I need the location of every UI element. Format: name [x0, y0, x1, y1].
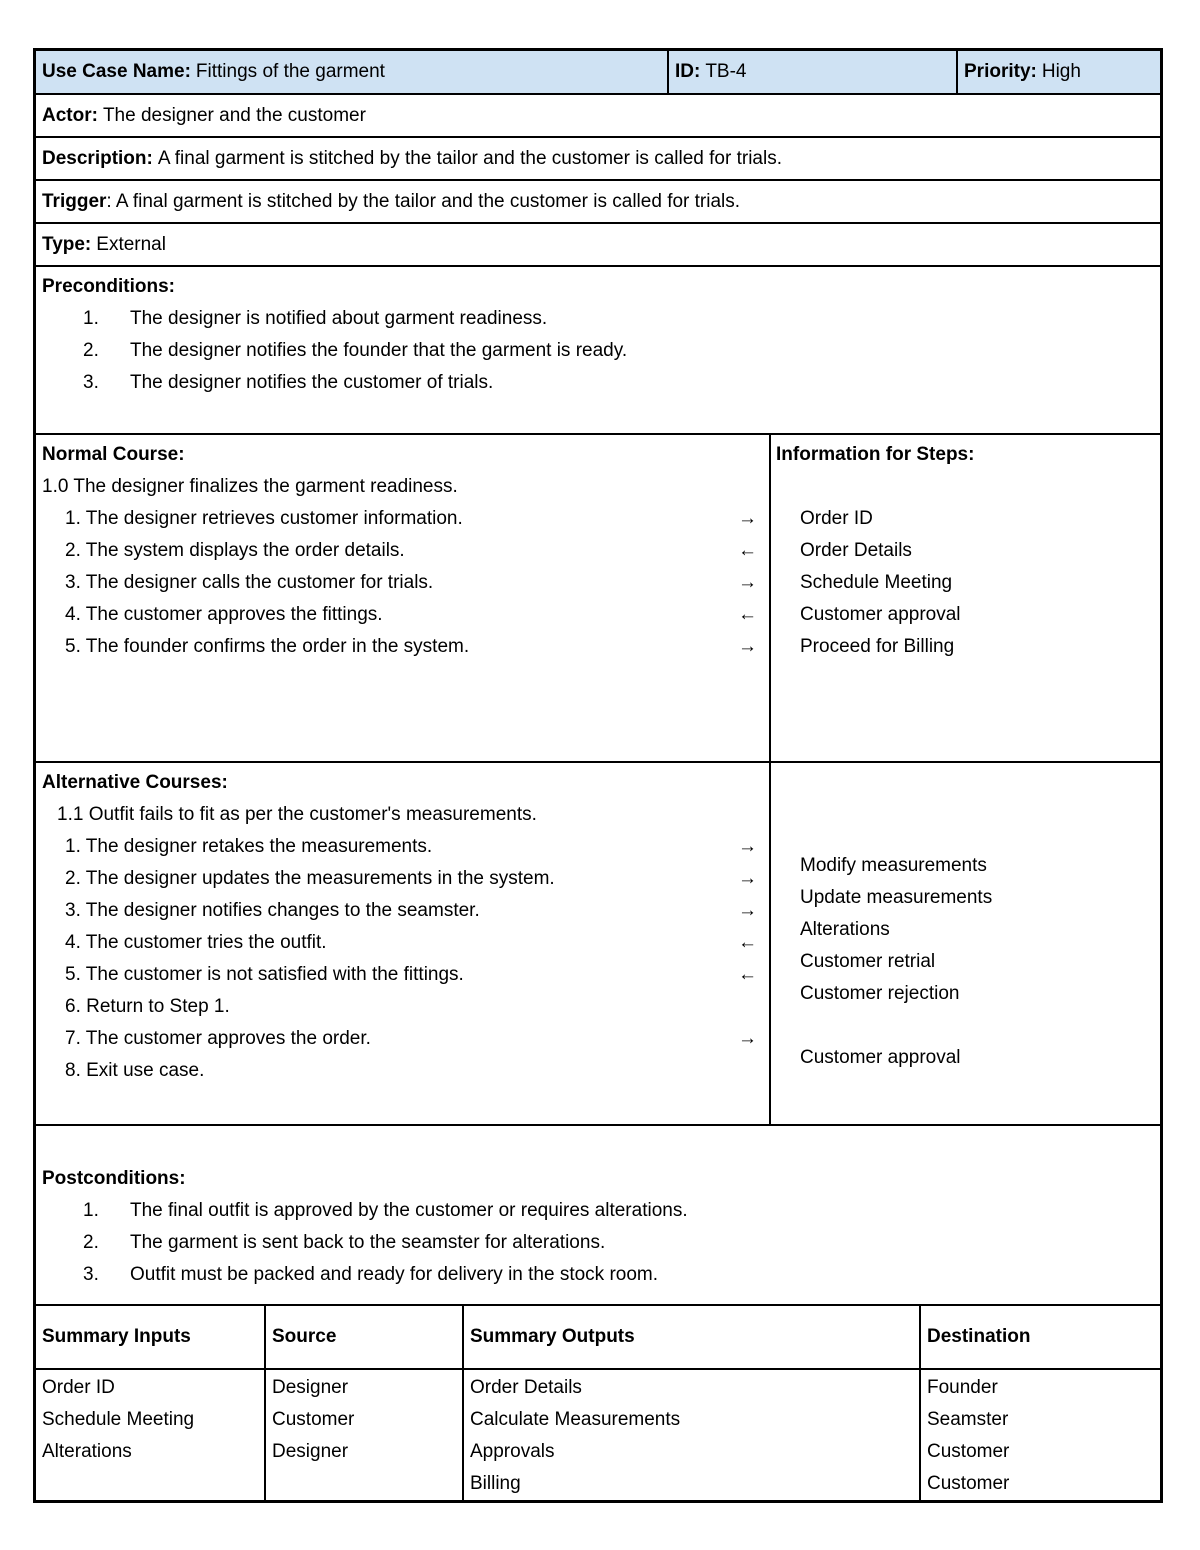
priority-value: High — [1041, 61, 1081, 82]
summary-output-item: Order Details — [470, 1377, 582, 1398]
precondition-item — [42, 303, 1160, 335]
actor-value: The designer and the customer — [102, 104, 366, 126]
info-item: Schedule Meeting — [800, 572, 953, 593]
right-arrow-icon: → — [738, 572, 757, 593]
source-item — [272, 1468, 462, 1500]
step-text: 4. The customer tries the outfit. — [65, 932, 327, 953]
info-item: Order Details — [800, 540, 912, 561]
info-item — [776, 1010, 1160, 1042]
info-item: Alterations — [800, 919, 890, 940]
left-arrow-icon: ← — [738, 604, 757, 625]
destination-item: Seamster — [927, 1409, 1009, 1430]
postconditions-cell — [36, 1126, 1160, 1304]
alternative-course-step — [42, 831, 769, 863]
source-item: Designer — [272, 1377, 349, 1398]
step-text: 7. The customer approves the order. — [65, 1028, 371, 1049]
normal-course-step — [42, 535, 769, 567]
right-arrow-icon: → — [738, 508, 757, 529]
type-cell — [36, 224, 1160, 265]
summary-outputs-header: Summary Outputs — [464, 1306, 921, 1368]
right-arrow-icon: → — [738, 868, 757, 889]
spacer — [776, 471, 1160, 503]
item-text: The designer is notified about garment readiness. — [130, 308, 548, 329]
trigger-label: Trigger — [42, 190, 107, 212]
use-case-table — [33, 48, 1163, 1503]
alternative-course-step — [42, 863, 769, 895]
item-text: The designer notifies the customer of trials. — [130, 372, 494, 393]
normal-course-step — [42, 631, 769, 663]
postconditions-row — [36, 1126, 1160, 1306]
type-label: Type: — [42, 233, 92, 255]
summary-output-item: Calculate Measurements — [470, 1409, 681, 1430]
preconditions-row — [36, 267, 1160, 435]
source-item: Customer — [272, 1409, 355, 1430]
postcondition-item — [42, 1259, 1160, 1291]
actor-row — [36, 95, 1160, 138]
source-item: Designer — [272, 1441, 349, 1462]
alternative-courses-intro: 1.1 Outfit fails to fit as per the customer's measurements. — [57, 804, 537, 825]
step-text: 4. The customer approves the fittings. — [65, 604, 383, 625]
spacer — [776, 786, 1160, 850]
description-cell — [36, 138, 1160, 179]
id-cell — [669, 51, 958, 93]
summary-input-item: Alterations — [42, 1441, 132, 1462]
source-cell — [266, 1370, 464, 1500]
info-item: Customer retrial — [800, 951, 936, 972]
item-number: 3. — [83, 1264, 99, 1285]
normal-course-intro: 1.0 The designer finalizes the garment readiness. — [42, 476, 458, 497]
right-arrow-icon: → — [738, 636, 757, 657]
normal-course-step — [42, 567, 769, 599]
id-value: TB-4 — [705, 61, 747, 82]
alternative-course-step — [42, 1055, 769, 1087]
type-row — [36, 224, 1160, 267]
no-arrow — [717, 991, 769, 1023]
left-arrow-icon: ← — [738, 540, 757, 561]
step-text: 1. The designer retakes the measurements. — [65, 836, 433, 857]
postconditions-label: Postconditions: — [42, 1168, 186, 1189]
actor-label: Actor: — [42, 104, 98, 126]
step-text: 6. Return to Step 1. — [65, 996, 230, 1017]
item-text: The final outfit is approved by the customer or requires alterations. — [130, 1200, 688, 1221]
destination-item: Customer — [927, 1473, 1010, 1494]
info-item: Update measurements — [800, 887, 993, 908]
summary-input-item: Order ID — [42, 1377, 115, 1398]
alternative-courses-row — [36, 763, 1160, 1126]
step-text: 1. The designer retrieves customer information. — [65, 508, 463, 529]
type-value: External — [96, 233, 166, 255]
no-arrow — [717, 1055, 769, 1087]
destination-item: Customer — [927, 1441, 1010, 1462]
normal-course-step — [42, 503, 769, 535]
summary-output-item: Billing — [470, 1473, 521, 1494]
item-text: The garment is sent back to the seamster for alterations. — [130, 1232, 606, 1253]
info-item: Customer approval — [800, 604, 961, 625]
title-row — [36, 51, 1160, 95]
step-text: 2. The system displays the order details. — [65, 540, 405, 561]
summary-output-item: Approvals — [470, 1441, 555, 1462]
info-for-steps-cell — [771, 435, 1160, 761]
item-number: 2. — [83, 340, 99, 361]
step-text: 3. The designer notifies changes to the seamster. — [65, 900, 480, 921]
normal-course-label: Normal Course: — [42, 444, 185, 465]
item-number: 1. — [83, 308, 99, 329]
use-case-name-value: Fittings of the garment — [195, 61, 385, 82]
use-case-name-cell — [36, 51, 669, 93]
destination-item: Founder — [927, 1377, 998, 1398]
step-text: 8. Exit use case. — [65, 1060, 205, 1081]
trigger-cell — [36, 181, 1160, 222]
summary-input-item: Schedule Meeting — [42, 1409, 195, 1430]
left-arrow-icon: ← — [738, 964, 757, 985]
alternative-courses-label: Alternative Courses: — [42, 772, 228, 793]
left-arrow-icon: ← — [738, 932, 757, 953]
summary-input-item — [42, 1468, 264, 1500]
right-arrow-icon: → — [738, 836, 757, 857]
normal-course-step — [42, 599, 769, 631]
info-item: Order ID — [800, 508, 873, 529]
priority-label: Priority: — [964, 61, 1037, 82]
summary-outputs-cell — [464, 1370, 921, 1500]
description-value: A final garment is stitched by the tailor and the customer is called for trials. — [157, 147, 782, 169]
destination-header: Destination — [927, 1326, 1031, 1347]
step-text: 5. The customer is not satisfied with the fittings. — [65, 964, 464, 985]
alternative-course-step — [42, 895, 769, 927]
summary-data-row — [36, 1370, 1160, 1500]
summary-inputs-header: Summary Inputs — [36, 1306, 266, 1368]
alternative-course-step — [42, 927, 769, 959]
item-number: 1. — [83, 1200, 99, 1221]
step-text: 2. The designer updates the measurements in the system. — [65, 868, 555, 889]
trigger-value: : A final garment is stitched by the tailor and the customer is called for trials. — [106, 190, 741, 212]
precondition-item — [42, 335, 1160, 367]
trigger-row — [36, 181, 1160, 224]
right-arrow-icon: → — [738, 900, 757, 921]
description-label: Description: — [42, 147, 153, 169]
info-item: Proceed for Billing — [800, 636, 955, 657]
info-item: Customer rejection — [800, 983, 960, 1004]
step-text: 3. The designer calls the customer for trials. — [65, 572, 434, 593]
right-arrow-icon: → — [738, 1028, 757, 1049]
preconditions-cell — [36, 267, 1160, 433]
info-item: Customer approval — [800, 1047, 961, 1068]
item-number: 3. — [83, 372, 99, 393]
alternative-course-step — [42, 991, 769, 1023]
alternative-info-cell — [771, 763, 1160, 1124]
summary-header-row — [36, 1306, 1160, 1370]
normal-course-cell — [36, 435, 771, 761]
id-label: ID: — [675, 61, 701, 82]
alternative-course-step — [42, 1023, 769, 1055]
alternative-course-step — [42, 959, 769, 991]
actor-cell — [36, 95, 1160, 136]
item-number: 2. — [83, 1232, 99, 1253]
priority-cell — [958, 51, 1160, 93]
use-case-name-label: Use Case Name: — [42, 61, 191, 82]
postcondition-item — [42, 1195, 1160, 1227]
normal-course-row — [36, 435, 1160, 763]
source-header: Source — [266, 1306, 464, 1368]
info-item: Modify measurements — [800, 855, 987, 876]
item-text: Outfit must be packed and ready for delivery in the stock room. — [130, 1264, 659, 1285]
step-text: 5. The founder confirms the order in the system. — [65, 636, 470, 657]
postcondition-item — [42, 1227, 1160, 1259]
item-text: The designer notifies the founder that the garment is ready. — [130, 340, 628, 361]
preconditions-label: Preconditions: — [42, 276, 176, 297]
summary-inputs-cell — [36, 1370, 266, 1500]
precondition-item — [42, 367, 1160, 399]
description-row — [36, 138, 1160, 181]
destination-cell — [921, 1370, 1160, 1500]
info-for-steps-label: Information for Steps: — [776, 444, 975, 465]
alternative-courses-cell — [36, 763, 771, 1124]
